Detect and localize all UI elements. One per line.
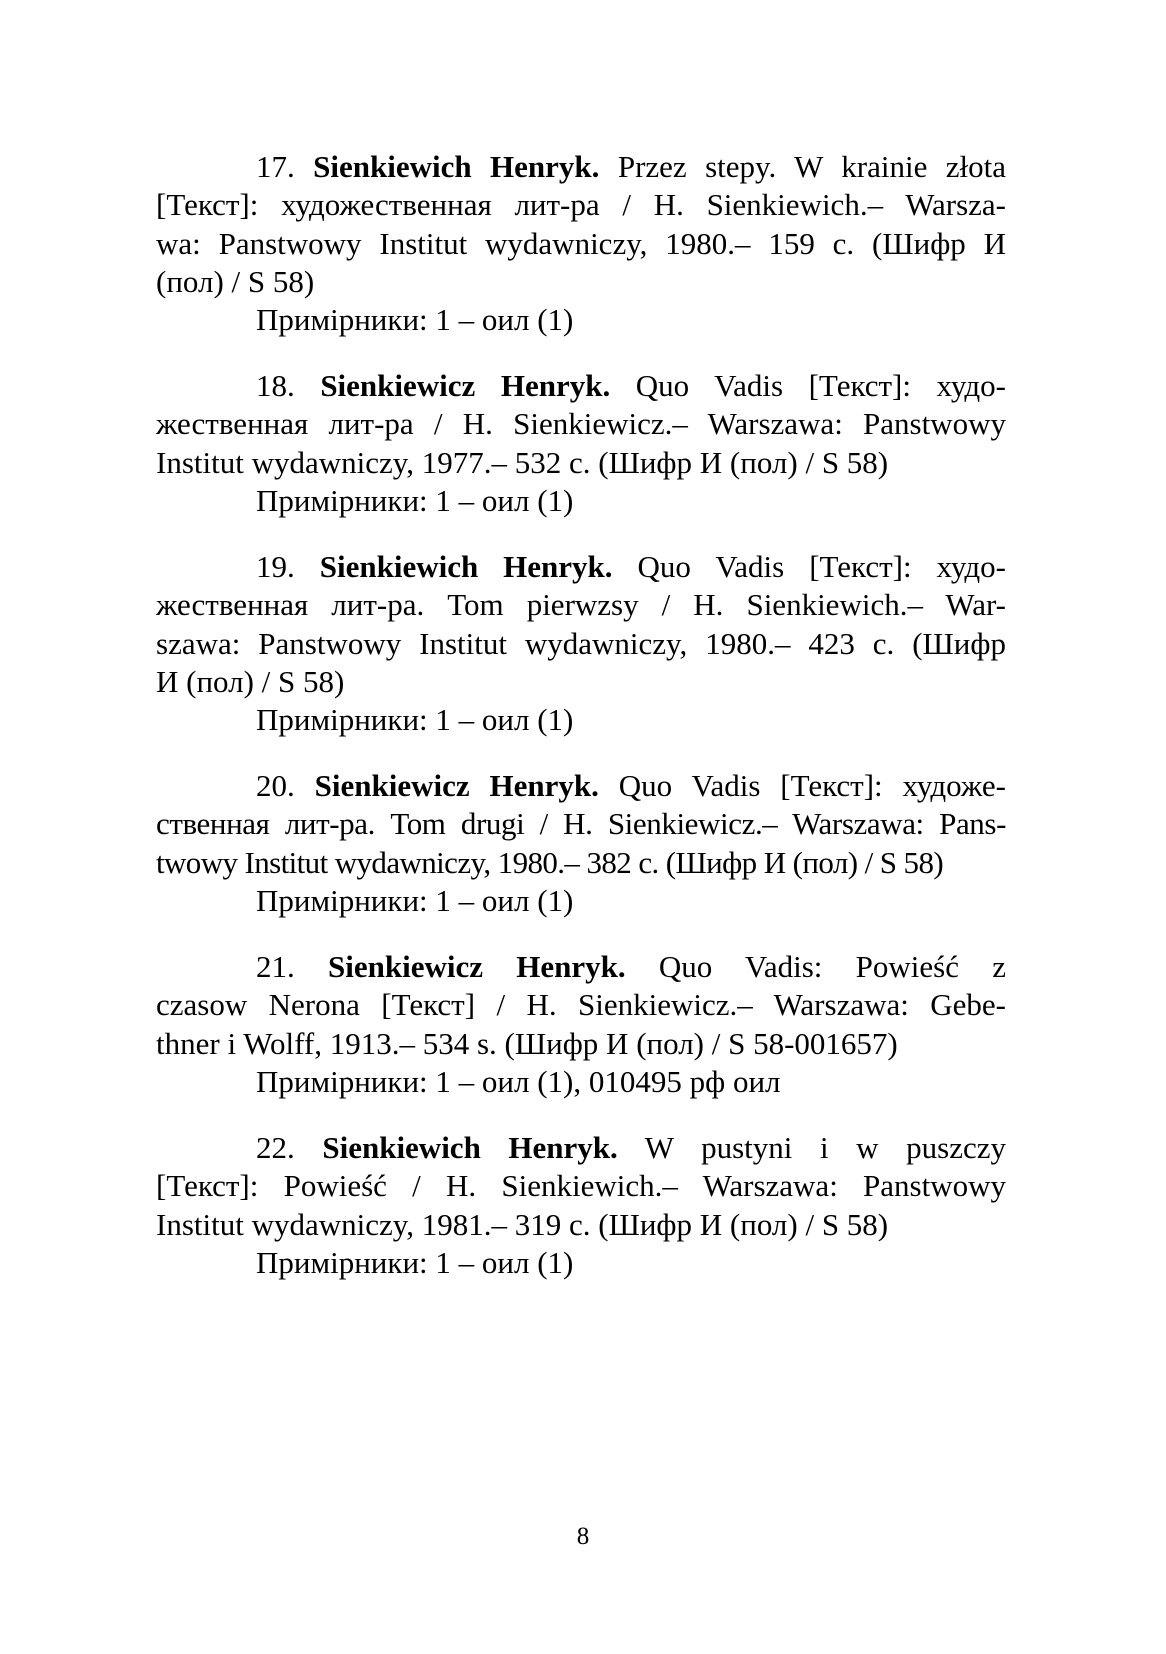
bibliography-entry-20 <box>156 767 1006 920</box>
entry-title-text: W pustyni i w puszczy <box>644 1130 1006 1165</box>
entry-text-line: жественная лит-ра. Tom pierwzsy / H. Sienkiewich.– War- <box>156 587 1006 623</box>
entry-title-text: Przez stepy. W krainie złota <box>617 149 1006 184</box>
entry-copies: Примірники: 1 – оил (1) <box>256 482 574 518</box>
bibliography-entry-18 <box>156 367 1006 520</box>
entry-text-line: wa: Panstwowy Institut wydawniczy, 1980.– 159 с. (Шифр И <box>156 225 1006 261</box>
entry-text-line: (пол) / S 58) <box>156 263 315 299</box>
entry-number: 17. <box>256 149 295 184</box>
page-number: 8 <box>576 1523 590 1550</box>
entry-text-line: ственная лит-ра. Tom drugi / H. Sienkiewicz.– Warszawa: Pans- <box>156 806 1006 842</box>
entry-author: Sienkiewich Henryk. <box>322 1130 618 1165</box>
entry-title-text: Quo Vadis [Текст]: художе- <box>618 768 1006 803</box>
entry-copies: Примірники: 1 – оил (1) <box>256 1244 574 1280</box>
entry-title-text: Quo Vadis [Текст]: худо- <box>637 549 1007 584</box>
bibliography-entry-17 <box>156 148 1006 339</box>
entry-text-line: [Текст]: Powieść / H. Sienkiewich.– Warszawa: Panstwowy <box>156 1168 1006 1204</box>
entry-title-text: Quo Vadis [Текст]: худо- <box>635 368 1006 403</box>
entry-author: Sienkiewicz Henryk. <box>320 368 611 403</box>
entry-copies: Примірники: 1 – оил (1) <box>256 702 574 738</box>
entry-number: 21. <box>256 949 295 984</box>
entry-text-line: Institut wydawniczy, 1981.– 319 с. (Шифр И (пол) / S 58) <box>156 1206 889 1242</box>
entry-number: 20. <box>256 768 295 803</box>
bibliography-entry-19 <box>156 548 1006 739</box>
entry-text-line: thner i Wolff, 1913.– 534 s. (Шифр И (пол) / S 58-001657) <box>156 1025 898 1061</box>
entry-text-line: [Текст]: художественная лит-ра / H. Sienkiewich.– Warsza- <box>156 187 1006 223</box>
entry-text-line: szawa: Panstwowy Institut wydawniczy, 1980.– 423 с. (Шифр <box>156 625 1006 661</box>
entry-text-line: И (пол) / S 58) <box>156 663 345 699</box>
entry-copies: Примірники: 1 – оил (1), 010495 рф оил <box>256 1063 781 1099</box>
entry-title-text: Quo Vadis: Powieść z <box>658 949 1006 984</box>
entry-text-line: twowy Institut wydawniczy, 1980.– 382 с. (Шифр И (пол) / S 58) <box>156 844 944 880</box>
entry-copies: Примірники: 1 – оил (1) <box>256 302 574 338</box>
entry-number: 19. <box>256 549 295 584</box>
bibliography-entry-22 <box>156 1129 1006 1282</box>
entry-text-line: Institut wydawniczy, 1977.– 532 с. (Шифр И (пол) / S 58) <box>156 444 889 480</box>
entry-author: Sienkiewich Henryk. <box>319 549 613 584</box>
entry-author: Sienkiewicz Henryk. <box>328 949 626 984</box>
entry-text-line: жественная лит-ра / H. Sienkiewicz.– Warszawa: Panstwowy <box>156 406 1006 442</box>
entry-number: 22. <box>256 1130 295 1165</box>
bibliography-entry-21 <box>156 948 1006 1101</box>
entry-author: Sienkiewicz Henryk. <box>314 768 599 803</box>
entry-text-line: czasow Nerona [Текст] / H. Sienkiewicz.– Warszawa: Gebe- <box>156 987 1006 1023</box>
entry-number: 18. <box>256 368 295 403</box>
entry-copies: Примірники: 1 – оил (1) <box>256 882 574 918</box>
entry-author: Sienkiewich Henryk. <box>313 149 600 184</box>
